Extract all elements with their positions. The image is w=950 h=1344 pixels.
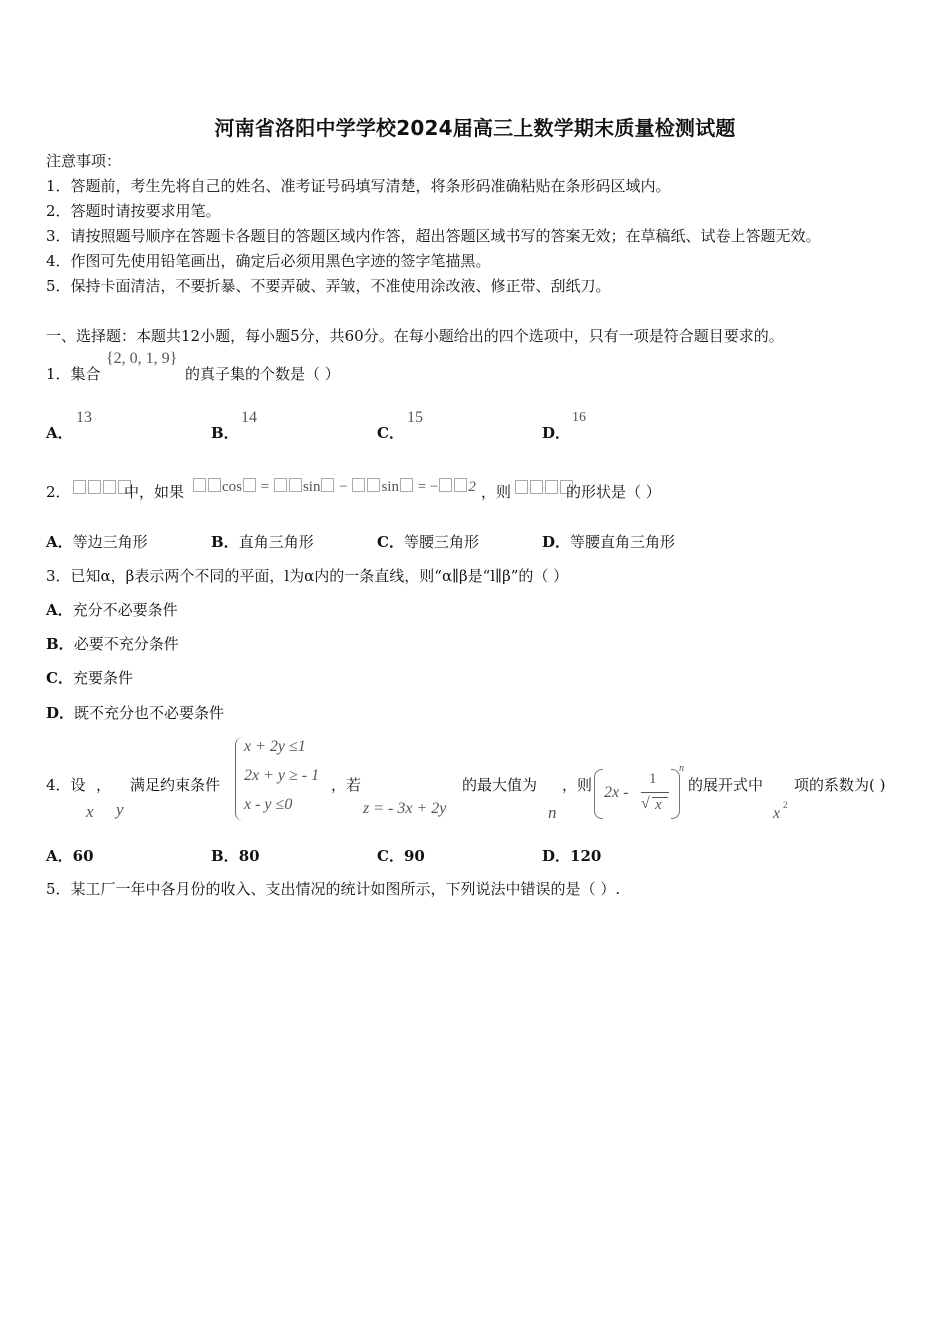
q4-var-n: n: [548, 803, 557, 822]
q3-stem: 3．已知α，β表示两个不同的平面，l为α内的一条直线，则“α∥β是“l∥β”的（ ）: [46, 567, 569, 585]
section-heading: 一、选择题：本题共12小题，每小题5分，共60分。在每小题给出的四个选项中，只有一项是符合题目要求的。: [46, 327, 784, 345]
q2-option-b: [211, 532, 314, 552]
q4-option-a: [46, 846, 94, 866]
q2-option-d-label: D．: [542, 533, 571, 551]
q2-text-2: ，则: [481, 483, 512, 501]
q2-option-c-value: 等腰三角形: [403, 533, 479, 551]
q4-binomial-a: 2x -: [604, 784, 629, 801]
q4-objective: z = - 3x + 2y: [363, 800, 447, 817]
q4-var-x: x: [86, 802, 94, 821]
q2-option-d: [542, 532, 675, 552]
q2-option-a: [46, 532, 148, 552]
q4-option-b-value: 80: [238, 847, 260, 865]
q3-option-a-label: A．: [46, 601, 73, 619]
q4-fraction-bar: [641, 792, 669, 793]
q4-x2-base: x: [773, 805, 781, 822]
q3-option-a-value: 充分不必要条件: [72, 601, 178, 619]
q2-eq: =: [257, 479, 273, 495]
notice-item-5: 5．保持卡面清洁，不要折暴、不要弄破、弄皱，不准使用涂改液、修正带、刮纸刀。: [46, 277, 611, 295]
q2-two: 2: [468, 479, 476, 495]
notice-item-3: 3．请按照题号顺序在答题卡各题目的答题区域内作答，超出答题区域书写的答案无效；在草稿纸、试卷上答题无效。: [46, 227, 821, 245]
q2-option-a-value: 等边三角形: [72, 533, 148, 551]
q1-option-b-label: B．: [211, 424, 239, 442]
notice-item-2: 2．答题时请按要求用笔。: [46, 202, 221, 220]
q4-paren-left: [594, 769, 603, 819]
q1-prefix: 1．集合: [46, 365, 101, 383]
q4-expand-text: 的展开式中: [688, 776, 764, 794]
q4-paren-right: [671, 769, 680, 819]
q3-option-b-label: B．: [46, 635, 74, 653]
q4-option-a-label: A．: [46, 847, 73, 865]
q3-option-c: [46, 668, 133, 688]
q5-stem: 5．某工厂一年中各月份的收入、支出情况的统计如图所示，下列说法中错误的是（ ）.: [46, 880, 621, 898]
q1-suffix: 的真子集的个数是（ ）: [185, 365, 340, 383]
q2-triangle-symbol-2: [514, 478, 574, 497]
q4-x2-power: 2: [783, 800, 788, 810]
q4-option-b: [211, 846, 260, 866]
q4-binomial-power: n: [679, 763, 684, 774]
q4-option-c-value: 90: [403, 847, 425, 865]
q4-she: 4．设: [46, 776, 86, 794]
q4-binomial-numerator: 1: [649, 771, 657, 787]
q4-binomial-denominator: x: [655, 797, 662, 813]
notice-item-4: 4．作图可先使用铅笔画出，确定后必须用黑色字迹的签字笔描黑。: [46, 252, 491, 270]
q2-sin-1: sin: [302, 479, 321, 495]
q3-option-a: [46, 600, 178, 620]
q4-option-d-value: 120: [570, 847, 602, 865]
q3-option-d-value: 既不充分也不必要条件: [74, 704, 225, 722]
notice-heading: 注意事项：: [46, 152, 122, 170]
q4-comma: ，: [96, 776, 112, 794]
q1-option-d-value: 16: [572, 410, 586, 425]
q4-option-c: [377, 846, 425, 866]
q2-option-d-value: 等腰直角三角形: [570, 533, 676, 551]
q4-constraint-1: x + 2y ≤1: [244, 738, 306, 755]
q2-cos: cos: [222, 479, 242, 495]
q2-text-1: 中，如果: [124, 483, 185, 501]
q2-option-c-label: C．: [377, 533, 404, 551]
q4-coef-text: 项的系数为( ): [794, 776, 886, 794]
q1-option-b-value: 14: [241, 409, 257, 426]
q2-text-3: 的形状是（ ）: [566, 483, 661, 501]
q4-option-d-label: D．: [542, 847, 571, 865]
q4-constraint-2: 2x + y ≥ - 1: [244, 767, 320, 784]
q1-option-c-value: 15: [407, 409, 423, 426]
q4-option-d: [542, 846, 601, 866]
q4-constraint-3: x - y ≤0: [244, 796, 293, 813]
q3-option-c-label: C．: [46, 669, 73, 687]
q4-var-y: y: [116, 800, 124, 819]
q2-condition: [192, 478, 476, 496]
q3-option-c-value: 充要条件: [72, 669, 133, 687]
q4-max-text: 的最大值为: [462, 776, 538, 794]
q3-option-b: [46, 634, 179, 654]
q3-option-d-label: D．: [46, 704, 75, 722]
q2-option-b-value: 直角三角形: [238, 533, 314, 551]
q4-sqrt-sign: √: [641, 795, 650, 812]
q4-ruo: ，若: [331, 776, 362, 794]
q3-option-d: [46, 703, 224, 723]
notice-item-1: 1．答题前，考生先将自己的姓名、准考证号码填写清楚，将条形码准确粘贴在条形码区域内。: [46, 177, 671, 195]
q4-constraint-brace: [235, 737, 244, 821]
q1-option-a-label: A．: [46, 424, 73, 442]
q2-option-a-label: A．: [46, 533, 73, 551]
q2-eq-2: = −: [413, 479, 439, 495]
q2-minus: −: [335, 479, 352, 495]
q1-set: {2, 0, 1, 9}: [106, 350, 178, 367]
q2-number: 2．: [46, 483, 71, 501]
page-title: 河南省洛阳中学学校2024届高三上数学期末质量检测试题: [214, 116, 736, 140]
q1-option-c-label: C．: [377, 424, 404, 442]
q4-option-a-value: 60: [72, 847, 94, 865]
q4-option-c-label: C．: [377, 847, 404, 865]
q1-option-d-label: D．: [542, 424, 571, 442]
q4-option-b-label: B．: [211, 847, 239, 865]
q3-option-b-value: 必要不充分条件: [73, 635, 179, 653]
q1-option-a-value: 13: [76, 409, 92, 426]
q2-sin-2: sin: [381, 479, 399, 495]
q4-ze: ，则: [562, 776, 593, 794]
q2-option-b-label: B．: [211, 533, 239, 551]
q2-option-c: [377, 532, 479, 552]
q4-condition-text: 满足约束条件: [130, 776, 221, 794]
q2-triangle-symbol: [72, 478, 132, 497]
